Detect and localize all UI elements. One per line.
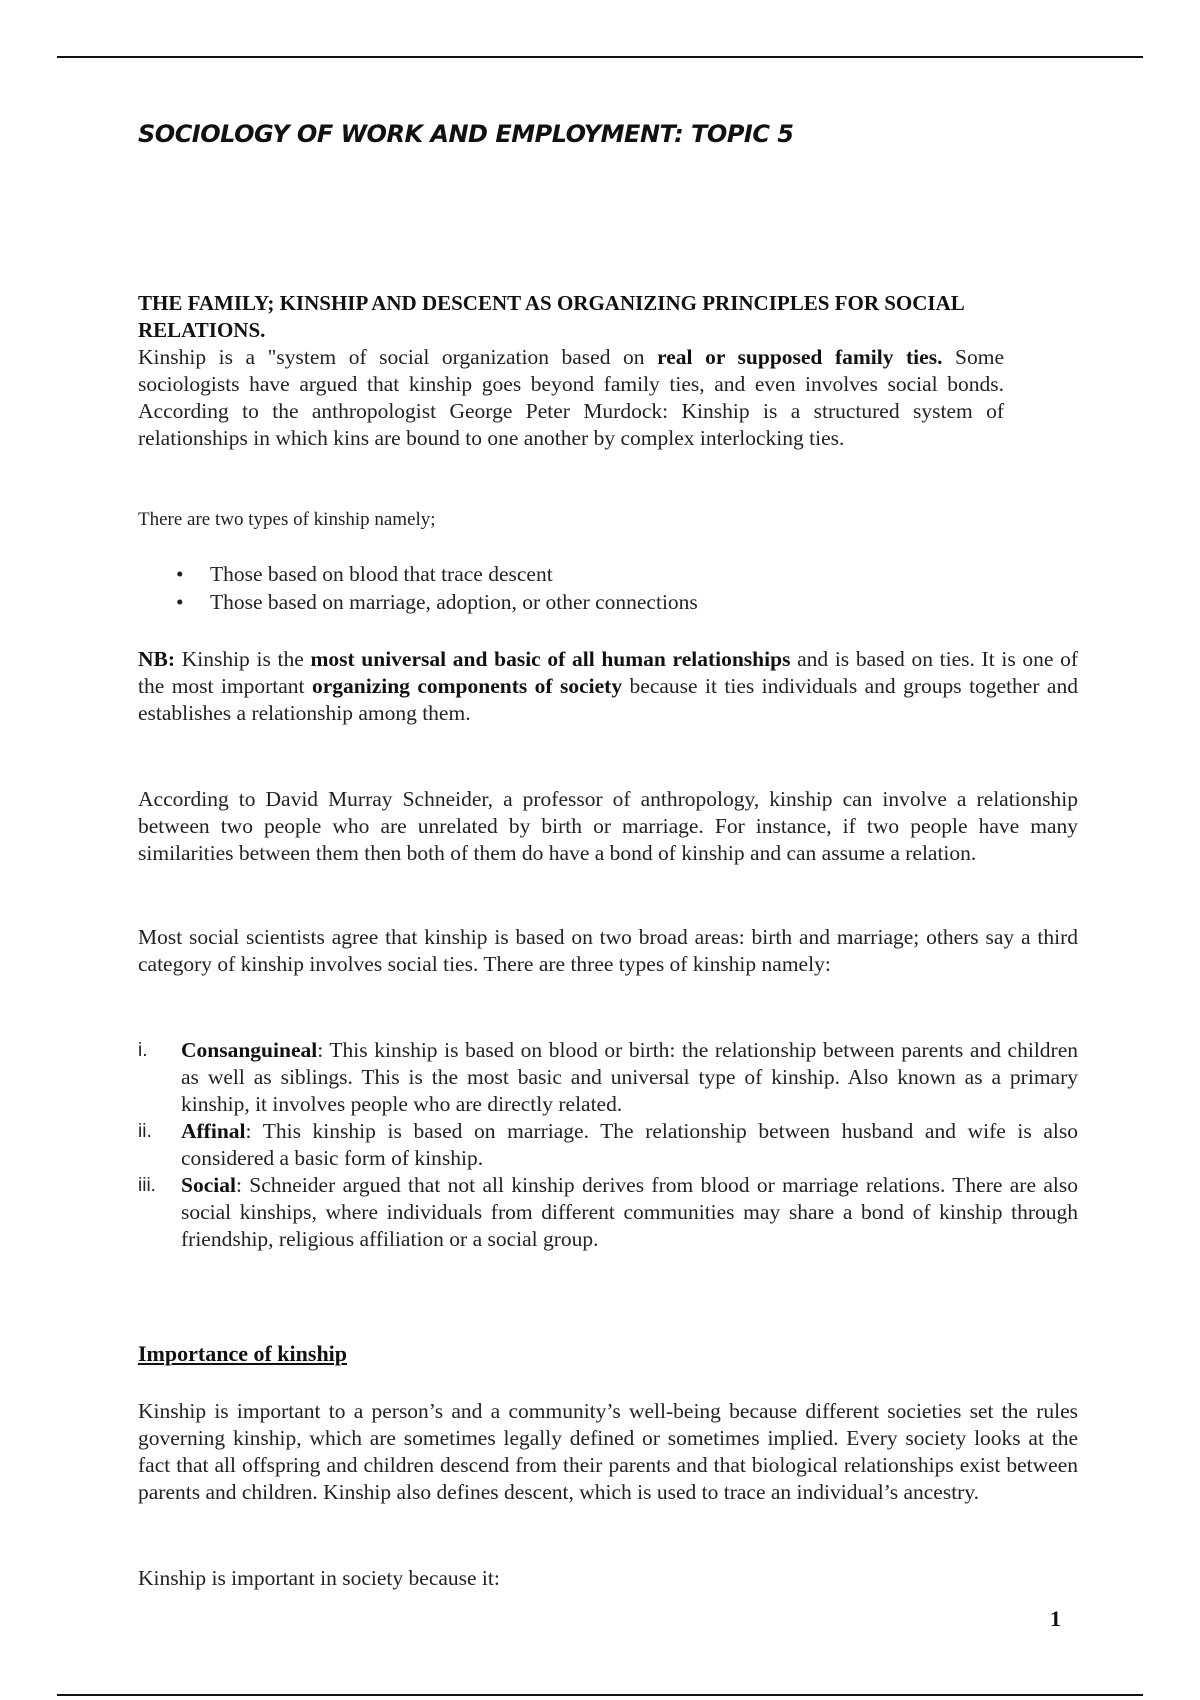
intro-paragraph: Kinship is a "system of social organization based on real or supposed family ties. Some sociologists have argued that kinship goes beyond family ties, and even involves social bonds. According to the anthropologist George Peter Murdock: Kinship is a structured system of relationships in which kins are bound to one another by complex interlocking ties.	[138, 345, 1004, 450]
document-title: SOCIOLOGY OF WORK AND EMPLOYMENT: TOPIC 5	[138, 120, 794, 148]
broad-areas-paragraph: Most social scientists agree that kinship is based on two broad areas: birth and marriage; others say a third category of kinship involves social ties. There are three types of kinship namely:	[138, 925, 1078, 976]
importance-heading: Importance of kinship	[138, 1341, 348, 1366]
intro-emphasis: real or supposed family ties.	[657, 345, 943, 369]
page-number: 1	[1050, 1606, 1061, 1631]
importance-lead: Kinship is important in society because it:	[138, 1566, 500, 1590]
two-types-list	[138, 560, 698, 616]
nb-paragraph: NB: Kinship is the most universal and basic of all human relationships and is based on ties. It is one of the most important organizing components of society because it ties individuals and groups together and establishes a relationship among them.	[138, 647, 1078, 725]
footer-rule	[57, 1694, 1143, 1696]
list-item: • Those based on blood that trace descent	[210, 560, 698, 588]
two-types-lead: There are two types of kinship namely;	[138, 509, 436, 530]
section-heading: THE FAMILY; KINSHIP AND DESCENT AS ORGANIZING PRINCIPLES FOR SOCIAL RELATIONS.	[138, 291, 964, 342]
list-item: ii. Affinal: This kinship is based on marriage. The relationship between husband and wife is also considered a basic form of kinship.	[138, 1119, 1078, 1170]
importance-paragraph: Kinship is important to a person’s and a community’s well-being because different societies set the rules governing kinship, which are sometimes legally defined or sometimes implied. Every society looks at the fact that all offspring and children descend from their parents and that biological relationships exist between parents and children. Kinship also defines descent, which is used to trace an individual’s ancestry.	[138, 1399, 1078, 1504]
header-rule	[57, 56, 1143, 58]
nb-label: NB:	[138, 647, 176, 671]
list-item: • Those based on marriage, adoption, or other connections	[210, 588, 698, 616]
list-item: i. Consanguineal: This kinship is based on blood or birth: the relationship between parents and children as well as siblings. This is the most basic and universal type of kinship. Also known as a primary kinship, it involves people who are directly related.	[138, 1038, 1078, 1116]
three-types-list	[138, 1037, 1078, 1253]
list-item: iii. Social: Schneider argued that not all kinship derives from blood or marriage relations. There are also social kinships, where individuals from different communities may share a bond of kinship through friendship, religious affiliation or a social group.	[138, 1173, 1078, 1251]
schneider-paragraph: According to David Murray Schneider, a professor of anthropology, kinship can involve a relationship between two people who are unrelated by birth or marriage. For instance, if two people have many similarities between them then both of them do have a bond of kinship and can assume a relation.	[138, 787, 1078, 865]
